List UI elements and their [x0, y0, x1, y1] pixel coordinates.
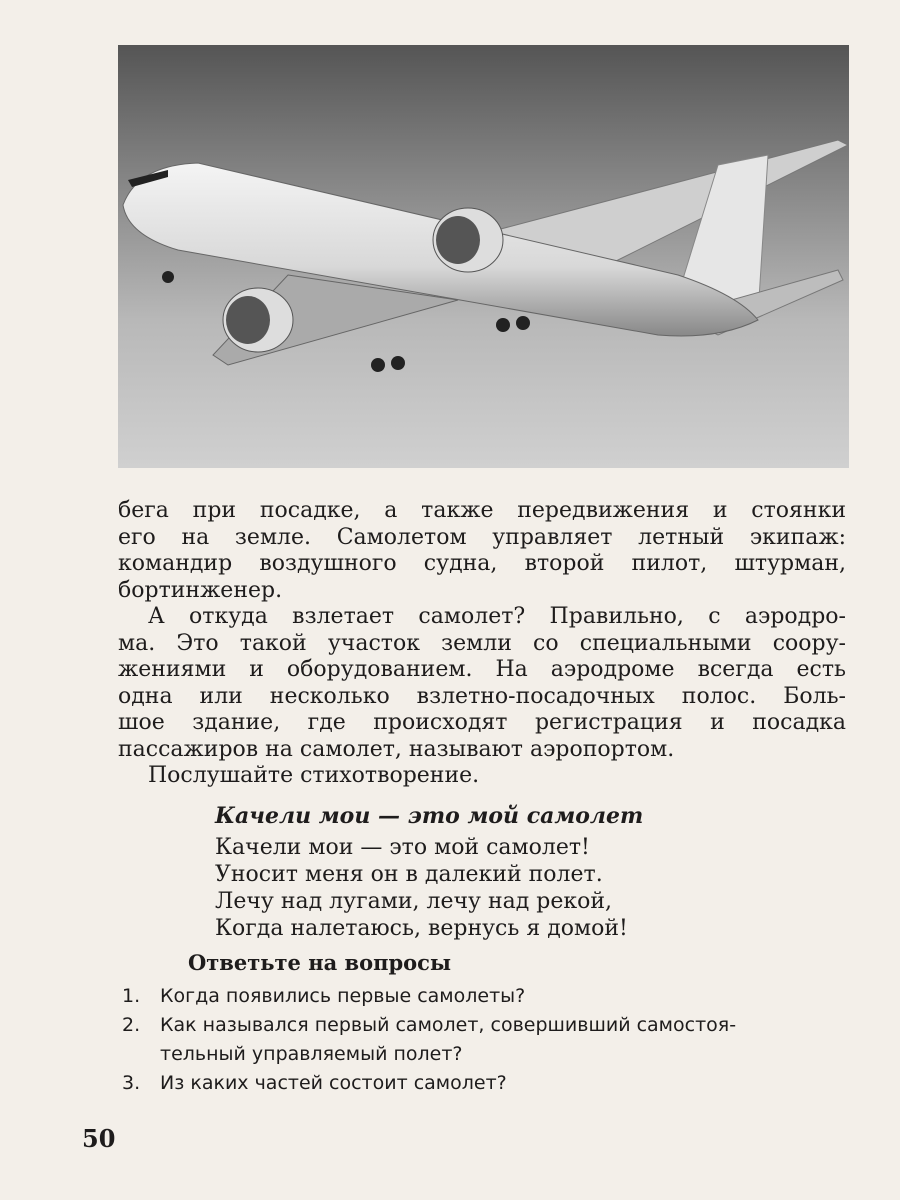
- body-text: [118, 498, 846, 790]
- text-line: А откуда взлетает самолет? Правильно, с аэродро-: [148, 604, 846, 629]
- question-text: тельный управляемый полет?: [160, 1043, 463, 1065]
- poem-line: Лечу над лугами, лечу над рекой,: [215, 889, 613, 914]
- question-number: 3.: [122, 1072, 141, 1094]
- question-text: Когда появились первые самолеты?: [160, 985, 526, 1007]
- question-item: [118, 1011, 848, 1069]
- airplane-illustration: [118, 45, 849, 468]
- intro-line: Послушайте стихотворение.: [148, 763, 480, 788]
- paragraph-2: [118, 604, 846, 763]
- text-line: шое здание, где происходят регистрация и посадка: [118, 710, 846, 735]
- question-text: Из каких частей состоит самолет?: [160, 1072, 507, 1094]
- paragraph-1: [118, 498, 846, 604]
- poem-line: Качели мои — это мой самолет!: [215, 835, 590, 860]
- text-line: бега при посадке, а также передвижения и стоянки: [118, 498, 846, 523]
- page-number: 50: [82, 1124, 116, 1153]
- text-line: ма. Это такой участок земли со специальными соору-: [118, 630, 846, 656]
- text-line: бортинженер.: [118, 577, 283, 603]
- text-line: жениями и оборудованием. На аэродроме всегда есть: [118, 657, 846, 682]
- questions-heading: Ответьте на вопросы: [188, 950, 451, 975]
- question-number: 2.: [122, 1014, 141, 1036]
- question-item: [118, 982, 848, 1011]
- questions-list: [118, 982, 848, 1098]
- poem-title: Качели мои — это мой самолет: [215, 803, 644, 829]
- text-line: его на земле. Самолетом управляет летный экипаж:: [118, 524, 846, 550]
- poem: [215, 803, 643, 942]
- poem-line: Уносит меня он в далекий полет.: [215, 862, 603, 887]
- text-line: одна или несколько взлетно-посадочных полос. Боль-: [118, 683, 846, 709]
- question-number: 1.: [122, 985, 141, 1007]
- airplane-photo: [118, 45, 849, 468]
- question-text: Как назывался первый самолет, совершивший самостоя-: [160, 1014, 737, 1036]
- question-item: [118, 1069, 848, 1098]
- text-line: командир воздушного судна, второй пилот, штурман,: [118, 551, 846, 576]
- poem-line: Когда налетаюсь, вернусь я домой!: [215, 916, 628, 941]
- text-line: пассажиров на самолет, называют аэропортом.: [118, 736, 675, 762]
